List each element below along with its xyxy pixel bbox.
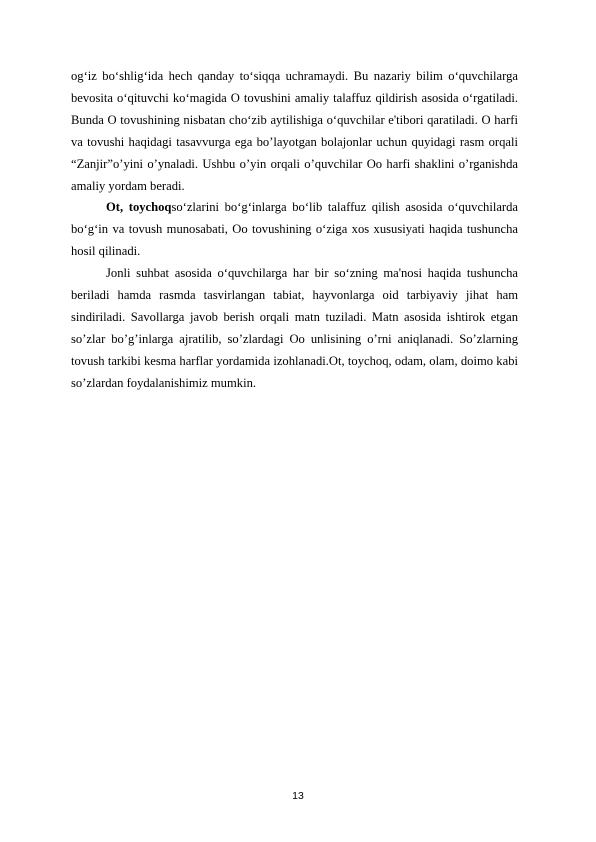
paragraph-2 <box>71 197 518 263</box>
page-body <box>71 66 518 395</box>
page-number: 13 <box>292 790 304 802</box>
paragraph-1: og‘iz bo‘shlig‘ida hech qanday to‘siqqa uchramaydi. Bu nazariy bilim o‘quvchilarga bevosita o‘qituvchi ko‘magida O tovushini amaliy talaffuz qildirish asosida o‘rgatiladi. Bunda O tovushining nisbatan cho‘zib aytilishiga o‘quvchilar e'tibori qaratiladi. O harfi va tovushi haqidagi tasavvurga ega bo’layotgan bolajonlar uchun quyidagi rasm orqali “Zanjir”o’yini o’ynaladi. Ushbu o’yin orqali o’quvchilar Oo harfi shaklini o’rganishda amaliy yordam beradi. <box>71 69 518 193</box>
bold-term: Ot, toychoq <box>106 200 172 215</box>
paragraph-3: Jonli suhbat asosida o‘quvchilarga har bir so‘zning ma'nosi haqida tushuncha beriladi hamda rasmda tasvirlangan tabiat, hayvonlarga oid tarbiyaviy jihat ham sindiriladi. Savollarga javob berish orqali matn tuziladi. Matn asosida ishtirok etgan so’zlar bo’g’inlarga ajratilib, so’zlardagi Oo unlisining o’rni aniqlanadi. So’zlarning tovush tarkibi kesma harflar yordamida izohlanadi.Ot, toychoq, odam, olam, doimo kabi so’zlardan foydalanishimiz mumkin. <box>71 266 518 390</box>
paragraph-2-text: so‘zlarini bo‘g‘inlarga bo‘lib talaffuz qilish asosida o‘quvchilarda bo‘g‘in va tovush munosabati, Oo tovushining o‘ziga xos xususiyati haqida tushuncha hosil qilinadi. <box>71 200 518 259</box>
